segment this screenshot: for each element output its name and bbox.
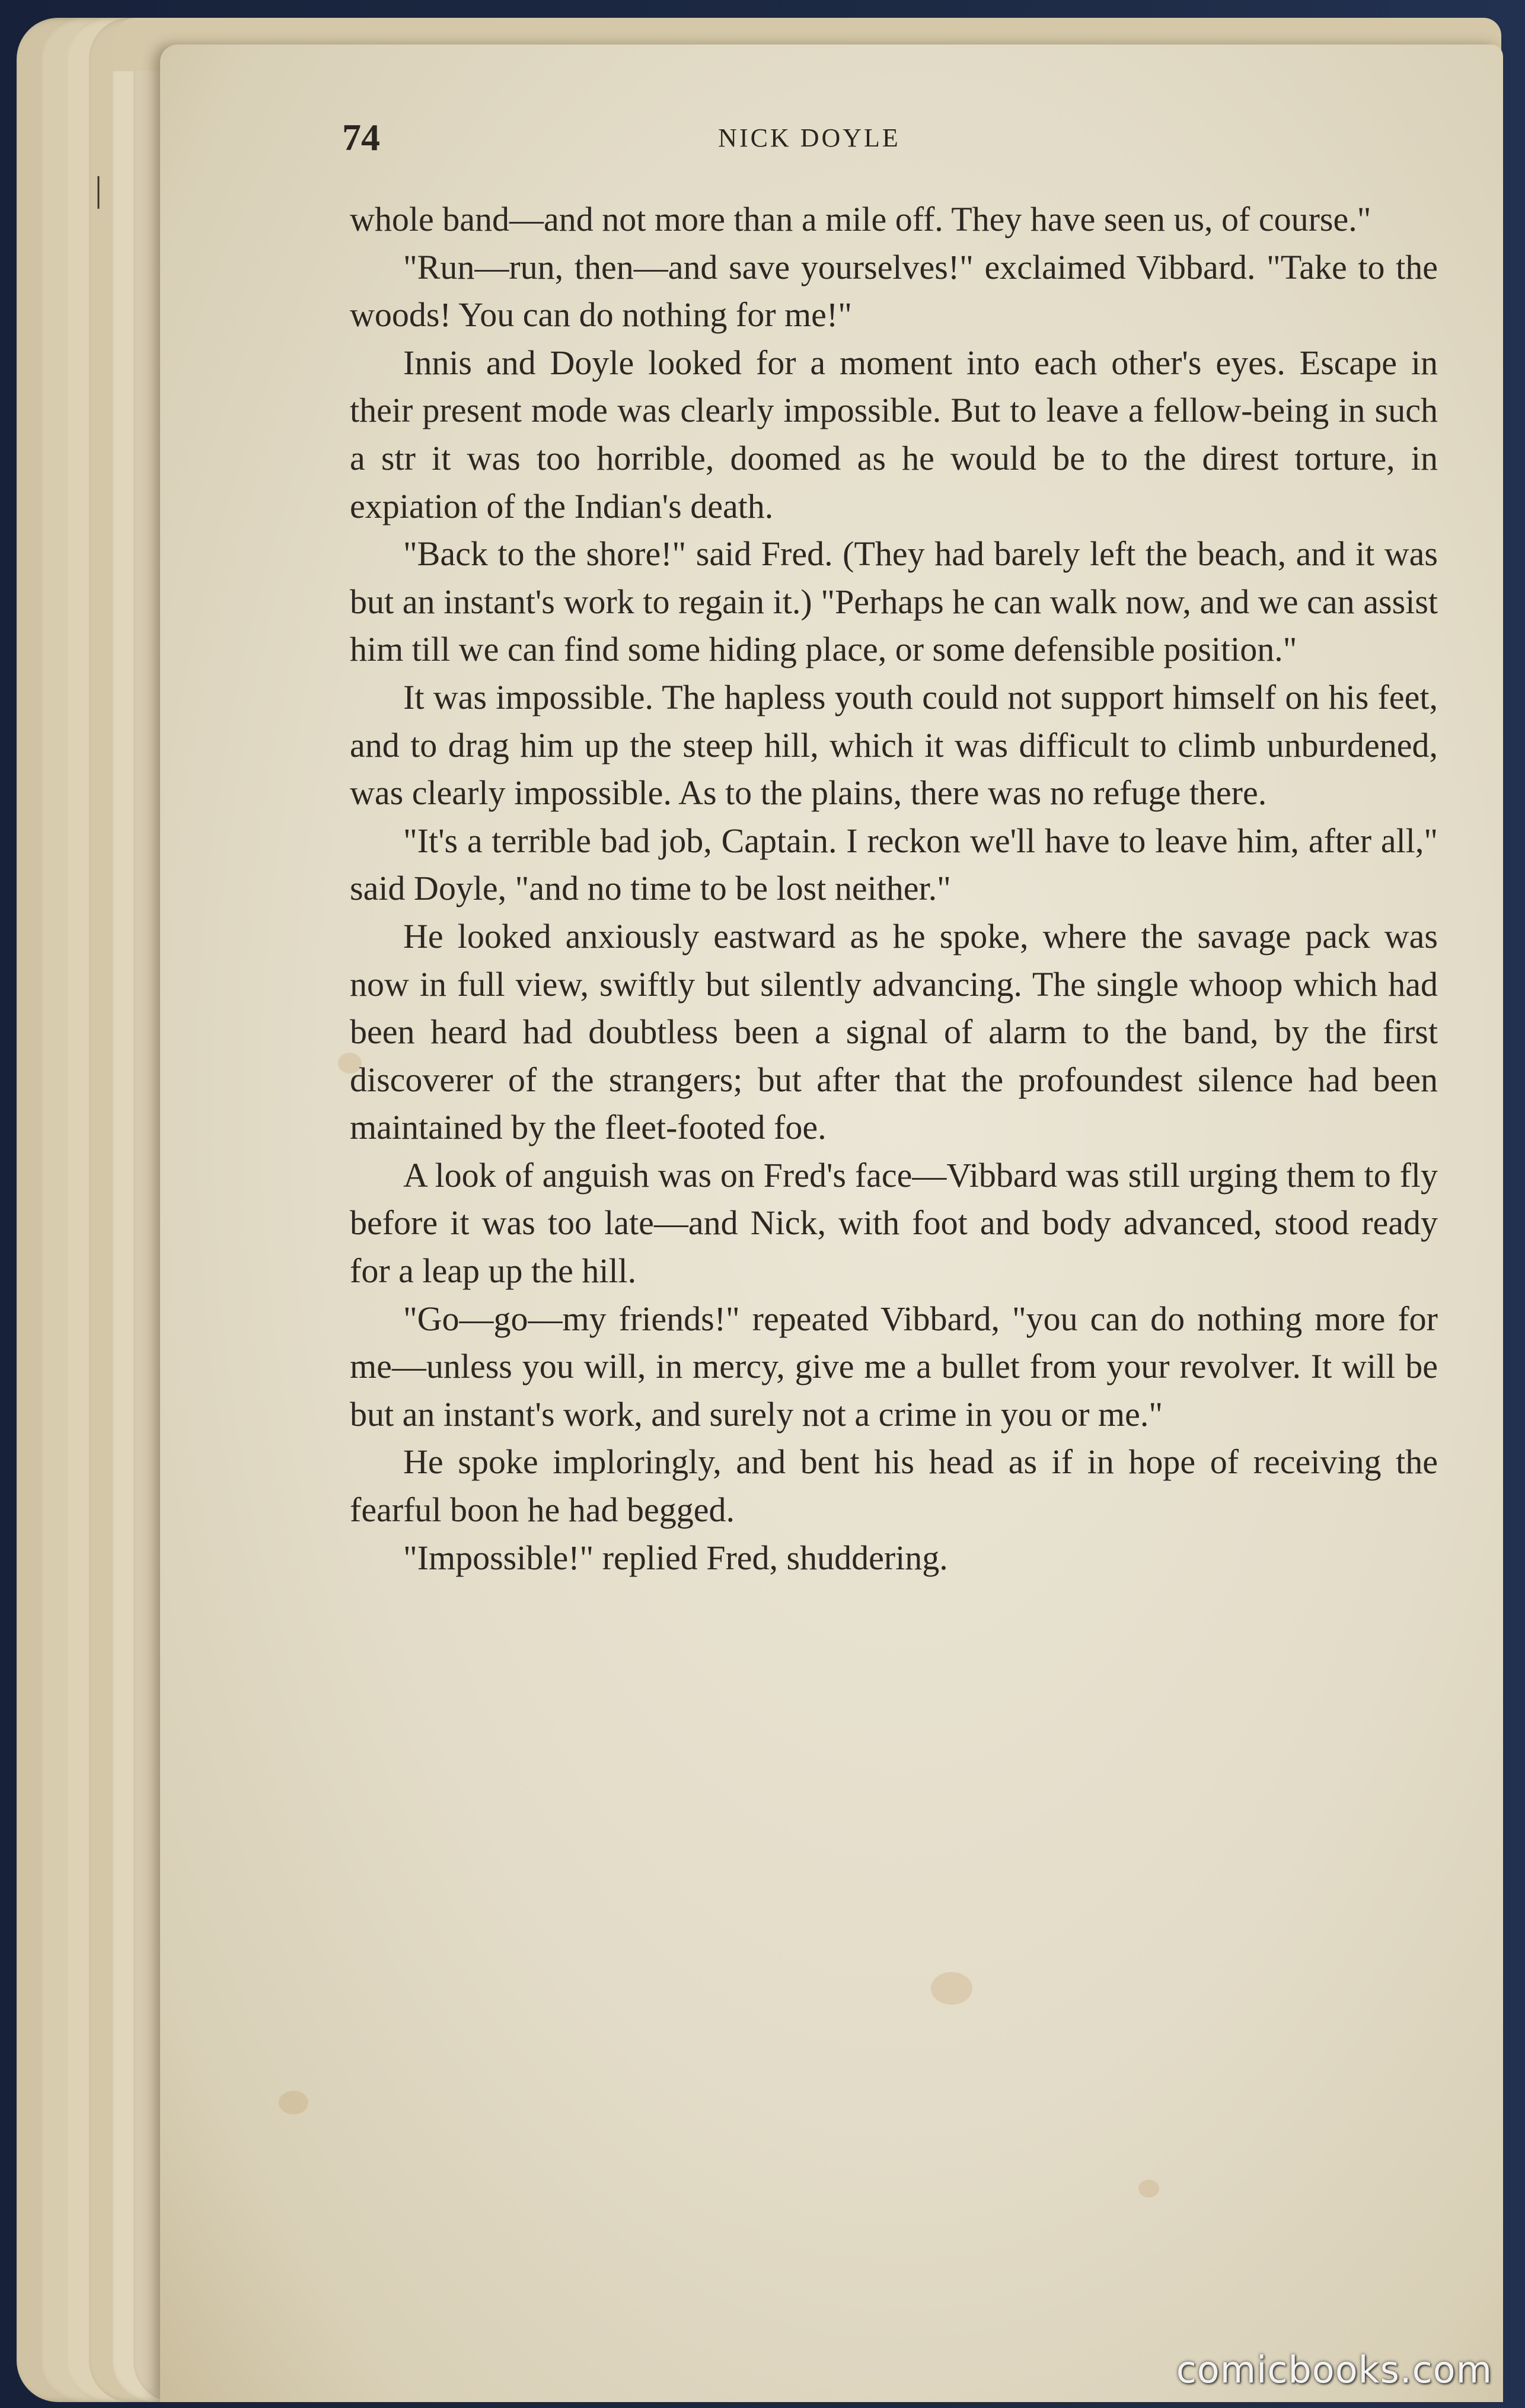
page-header (181, 116, 1438, 169)
paragraph: "It's a terrible bad job, Captain. I reckon we'll have to leave him, after all," said Doyle, "and no time to be lost neither." (350, 821, 1438, 908)
paragraph: He looked anxiously eastward as he spoke, where the savage pack was now in full view, swiftly but silently advancing. The single whoop which had been heard had doubtless been a signal of alarm to the band, by the first discoverer of the strangers; but after that the profoundest silence had been maintained by the fleet-footed foe. (350, 916, 1438, 1147)
paragraph: "Run—run, then—and save yourselves!" exclaimed Vibbard. "Take to the woods! You can do nothing for me!" (350, 247, 1438, 335)
paragraph: He spoke imploringly, and bent his head as if in hope of receiving the fearful boon he had begged. (350, 1442, 1438, 1530)
page-number: 74 (342, 116, 380, 158)
foxing-spot (279, 2091, 308, 2114)
paragraph: It was impossible. The hapless youth could not support himself on his feet, and to drag him up the steep hill, which it was difficult to climb unburdened, was clearly impossible. As to the plains, there was no refuge there. (350, 677, 1438, 813)
running-head: NICK DOYLE (718, 123, 901, 152)
paragraph: "Go—go—my friends!" repeated Vibbard, "you can do nothing more for me—unless you will, in mercy, give me a bullet from your revolver. It will be but an instant's work, and surely not a crime in you or me." (350, 1299, 1438, 1434)
paragraph: Innis and Doyle looked for a moment into each other's eyes. Escape in their present mode was clearly impossible. But to leave a fellow-being in such a str it was too horrible, doomed as he would be to the direst torture, in expiation of the Indian's death. (350, 343, 1438, 525)
paragraph: "Back to the shore!" said Fred. (They had barely left the beach, and it was but an instant's work to regain it.) "Perhaps he can walk now, and we can assist him till we can find some hiding place, or some defensible position." (350, 534, 1438, 669)
foxing-spot (1138, 2180, 1159, 2197)
paragraph: A look of anguish was on Fred's face—Vibbard was still urging them to fly before it was too late—and Nick, with foot and body advanced, stood ready for a leap up the hill. (350, 1155, 1438, 1291)
watermark: comicbooks.com (1176, 2348, 1492, 2391)
foxing-spot (931, 1972, 972, 2005)
body-text (350, 196, 1438, 1582)
margin-mark: | (95, 170, 103, 209)
paragraph: "Impossible!" replied Fred, shuddering. (403, 1538, 948, 1577)
paragraph: whole band—and not more than a mile off. They have seen us, of course." (350, 200, 1371, 238)
